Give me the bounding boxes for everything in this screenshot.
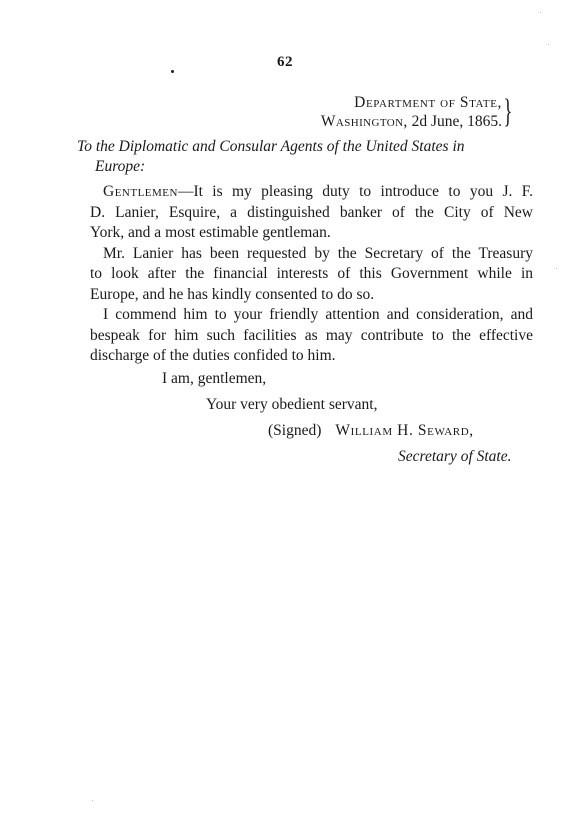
addressee-line-2: Europe: xyxy=(95,158,146,175)
addressee-line-1: To the Diplomatic and Consular Agents of the United States in xyxy=(77,138,465,155)
p3-line-3: discharge of the duties confided to him. xyxy=(90,347,336,364)
p1-line-3: York, and a most estimable gentleman. xyxy=(90,224,331,241)
brace-glyph: } xyxy=(503,93,512,130)
ink-speck xyxy=(171,70,174,73)
paragraph-2 xyxy=(77,244,533,306)
p2-line-1: Mr. Lanier has been requested by the Secretary of the Treasury xyxy=(103,244,533,262)
page-number: 62 xyxy=(277,54,293,70)
paper-speck xyxy=(92,800,93,801)
p1-line-2: D. Lanier, Esquire, a distinguished banker of the City of New xyxy=(90,203,533,221)
heading-place-date xyxy=(270,112,520,131)
paragraph-1 xyxy=(77,182,533,244)
p2-line-2: to look after the financial interests of this Government while in xyxy=(90,265,533,282)
letter-body xyxy=(77,182,533,367)
closing-line-2: Your very obedient servant, xyxy=(206,396,378,413)
paragraph-3 xyxy=(77,305,533,367)
p3-line-2: bespeak for him such facilities as may contribute to the effective xyxy=(90,326,533,344)
heading-department: Department of State, xyxy=(354,94,502,111)
signature-line xyxy=(268,422,474,440)
p3-line-1: I commend him to your friendly attention and consideration, and xyxy=(103,306,533,323)
addressee xyxy=(77,137,535,177)
signer-title: Secretary of State. xyxy=(398,448,512,465)
p2-line-3: Europe, and he has kindly consented to do so. xyxy=(90,285,375,303)
heading-place: Washington, xyxy=(320,113,408,130)
signed-label: (Signed) xyxy=(268,422,322,439)
paper-speck xyxy=(556,268,557,269)
paper-speck xyxy=(548,44,549,45)
heading-date: 2d June, 1865. xyxy=(411,113,502,130)
paper-speck xyxy=(540,12,541,13)
letter-heading xyxy=(270,93,520,131)
signer-name: William H. Seward, xyxy=(335,422,474,439)
p1-line-1: Gentlemen—It is my pleasing duty to introduce to you J. F. xyxy=(103,183,533,200)
closing-line-1: I am, gentlemen, xyxy=(162,370,267,387)
